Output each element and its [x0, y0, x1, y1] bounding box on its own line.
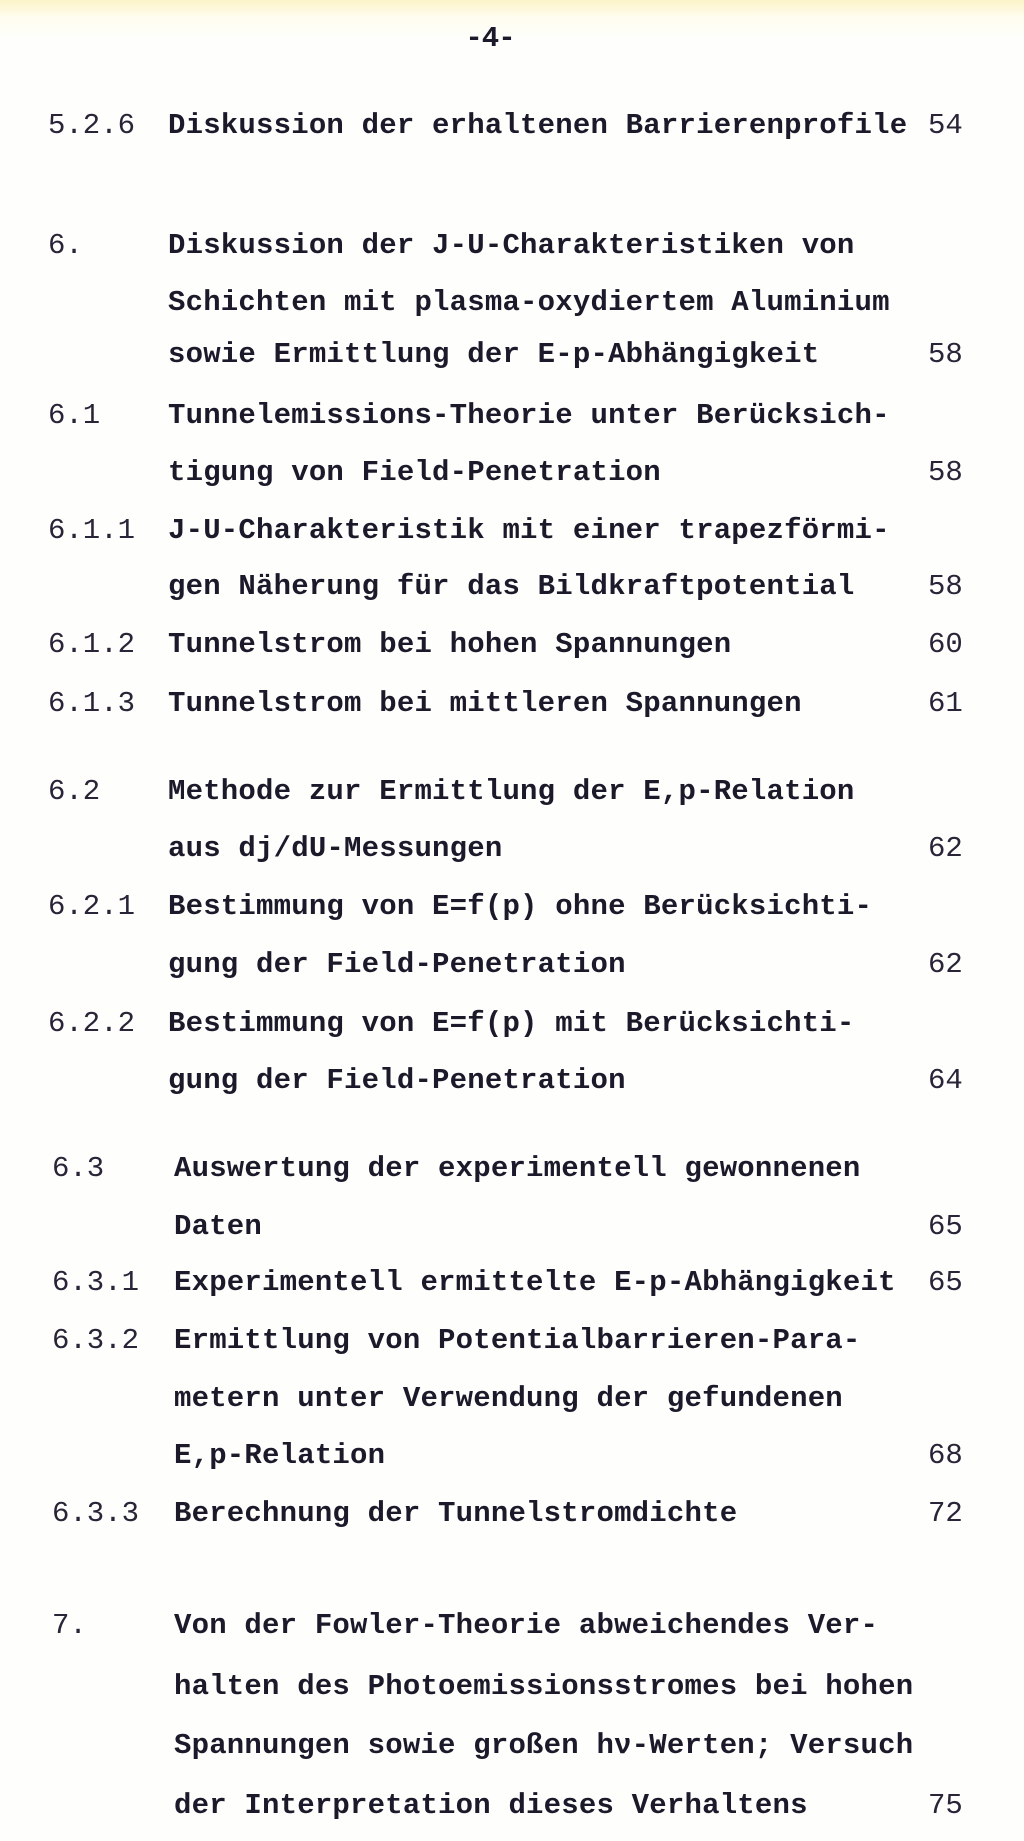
section-number: 6.3	[52, 1152, 105, 1185]
toc-entry	[0, 1606, 1024, 1646]
toc-entry	[0, 1149, 1024, 1189]
page-reference: 54	[928, 109, 963, 142]
section-title: Daten	[174, 1210, 263, 1243]
toc-entry	[0, 887, 1024, 927]
section-title: Tunnelstrom bei hohen Spannungen	[168, 628, 732, 661]
page-reference: 58	[928, 456, 963, 489]
toc-entry-continuation	[0, 829, 1024, 869]
section-title: der Interpretation dieses Verhaltens	[174, 1789, 808, 1822]
toc-entry-continuation	[0, 453, 1024, 493]
section-title: Experimentell ermittelte E-p-Abhängigkeit	[174, 1266, 896, 1299]
section-title: sowie Ermittlung der E-p-Abhängigkeit	[168, 338, 820, 371]
page-reference: 60	[928, 628, 963, 661]
section-number: 7.	[52, 1609, 87, 1642]
page-reference: 62	[928, 832, 963, 865]
section-title: Ermittlung von Potentialbarrieren-Para-	[174, 1324, 861, 1357]
toc-entry	[0, 1263, 1024, 1303]
section-title: J-U-Charakteristik mit einer trapezförmi-	[168, 514, 890, 547]
section-number: 6.1	[48, 399, 101, 432]
toc-entry	[0, 226, 1024, 266]
section-number: 6.3.2	[52, 1324, 140, 1357]
section-title: E,p-Relation	[174, 1439, 386, 1472]
section-title: Auswertung der experimentell gewonnenen	[174, 1152, 861, 1185]
toc-entry-continuation	[0, 1786, 1024, 1826]
section-title: Bestimmung von E=f(p) ohne Berücksichti-	[168, 890, 873, 923]
toc-entry-continuation	[0, 1061, 1024, 1101]
toc-entry-continuation	[0, 567, 1024, 607]
page-reference: 65	[928, 1266, 963, 1299]
page-reference: 64	[928, 1064, 963, 1097]
toc-entry	[0, 511, 1024, 551]
section-title: gung der Field-Penetration	[168, 948, 626, 981]
section-number: 6.	[48, 229, 83, 262]
page-reference: 58	[928, 338, 963, 371]
page-reference: 62	[928, 948, 963, 981]
toc-entry-continuation	[0, 283, 1024, 323]
toc-entry	[0, 684, 1024, 724]
section-title: tigung von Field-Penetration	[168, 456, 661, 489]
toc-entry-continuation	[0, 1726, 1024, 1766]
page-reference: 65	[928, 1210, 963, 1243]
section-number: 6.2.1	[48, 890, 136, 923]
page-reference: 68	[928, 1439, 963, 1472]
toc-entry	[0, 1494, 1024, 1534]
toc-entry-continuation	[0, 335, 1024, 375]
toc-entry	[0, 106, 1024, 146]
section-title: gen Näherung für das Bildkraftpotential	[168, 570, 855, 603]
toc-entry-continuation	[0, 1379, 1024, 1419]
section-title: Methode zur Ermittlung der E,p-Relation	[168, 775, 855, 808]
section-title: Spannungen sowie großen hν-Werten; Versuch	[174, 1729, 914, 1762]
toc-entry-continuation	[0, 1667, 1024, 1707]
toc-entry	[0, 1004, 1024, 1044]
section-number: 6.3.1	[52, 1266, 140, 1299]
section-number: 6.1.1	[48, 514, 136, 547]
page-reference: 58	[928, 570, 963, 603]
section-number: 6.1.3	[48, 687, 136, 720]
section-title: Bestimmung von E=f(p) mit Berücksichti-	[168, 1007, 855, 1040]
section-title: Tunnelstrom bei mittleren Spannungen	[168, 687, 802, 720]
page-reference: 75	[928, 1789, 963, 1822]
section-title: Schichten mit plasma-oxydiertem Aluminium	[168, 286, 890, 319]
page-number: -4-	[465, 22, 515, 55]
section-title: Diskussion der erhaltenen Barrierenprofile	[168, 109, 908, 142]
toc-entry-continuation	[0, 1207, 1024, 1247]
section-title: Berechnung der Tunnelstromdichte	[174, 1497, 738, 1530]
section-title: Von der Fowler-Theorie abweichendes Ver-	[174, 1609, 879, 1642]
section-title: metern unter Verwendung der gefundenen	[174, 1382, 843, 1415]
toc-entry	[0, 772, 1024, 812]
section-number: 6.3.3	[52, 1497, 140, 1530]
page-reference: 72	[928, 1497, 963, 1530]
page-reference: 61	[928, 687, 963, 720]
section-number: 6.1.2	[48, 628, 136, 661]
section-title: aus dj/dU-Messungen	[168, 832, 503, 865]
toc-entry	[0, 1321, 1024, 1361]
toc-entry-continuation	[0, 945, 1024, 985]
section-title: Tunnelemissions-Theorie unter Berücksich-	[168, 399, 890, 432]
section-number: 5.2.6	[48, 109, 136, 142]
section-number: 6.2.2	[48, 1007, 136, 1040]
section-title: gung der Field-Penetration	[168, 1064, 626, 1097]
section-title: halten des Photoemissionsstromes bei hohen	[174, 1670, 914, 1703]
section-number: 6.2	[48, 775, 101, 808]
toc-entry-continuation	[0, 1436, 1024, 1476]
toc-entry	[0, 625, 1024, 665]
toc-entry	[0, 396, 1024, 436]
section-title: Diskussion der J-U-Charakteristiken von	[168, 229, 855, 262]
